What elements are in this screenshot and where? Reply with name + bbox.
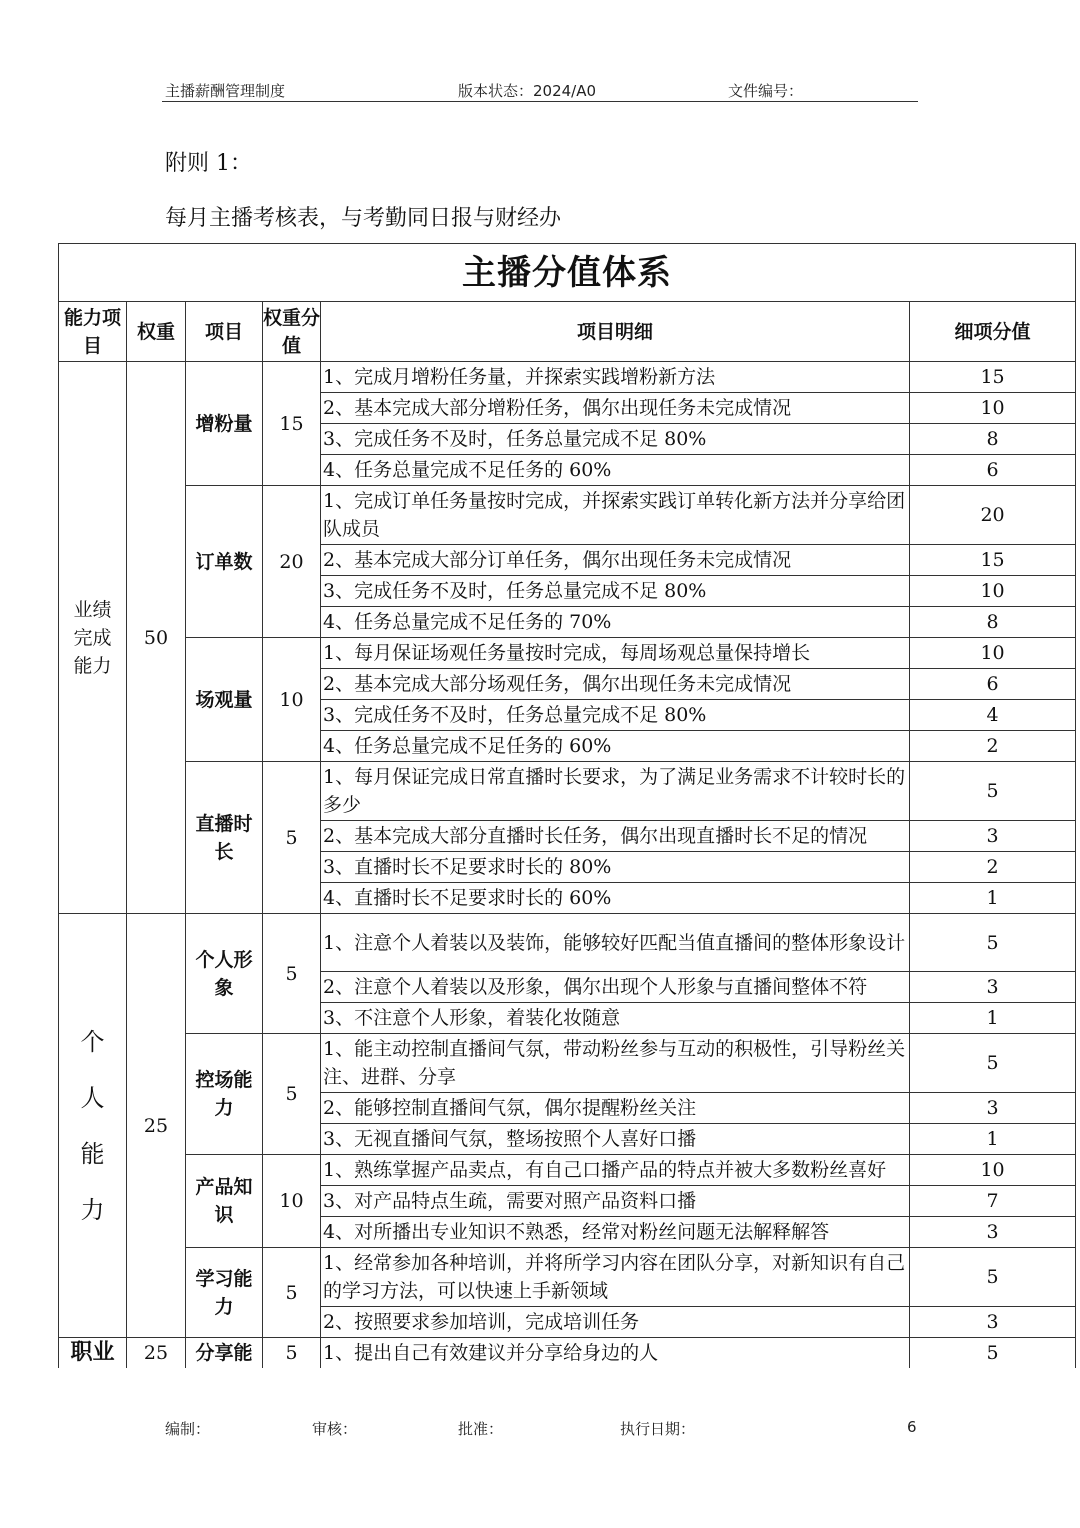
score-cell: 5 [910,1034,1076,1093]
item-weight-cell: 5 [263,1034,321,1155]
score-cell: 15 [910,362,1076,393]
item-weight-cell: 5 [263,1248,321,1338]
detail-cell: 3、完成任务不及时，任务总量完成不足 80% [321,576,910,607]
footer-approved: 批准： [458,1420,504,1438]
score-cell: 1 [910,883,1076,914]
detail-cell: 1、提出自己有效建议并分享给身边的人 [321,1338,910,1369]
detail-cell: 2、基本完成大部分直播时长任务，偶尔出现直播时长不足的情况 [321,821,910,852]
ability-cell: 业绩完成能力 [59,362,127,914]
detail-cell: 2、能够控制直播间气氛，偶尔提醒粉丝关注 [321,1093,910,1124]
score-cell: 1 [910,1124,1076,1155]
score-cell: 6 [910,669,1076,700]
score-cell: 8 [910,424,1076,455]
item-name-cell: 产品知识 [186,1155,263,1248]
footer-compiled: 编制： [165,1420,211,1438]
header-score: 细项分值 [910,302,1076,362]
score-cell: 10 [910,393,1076,424]
detail-cell: 3、完成任务不及时，任务总量完成不足 80% [321,424,910,455]
detail-cell: 1、注意个人着装以及装饰，能够较好匹配当值直播间的整体形象设计 [321,914,910,972]
item-name-cell: 场观量 [186,638,263,762]
table-row [59,486,1076,545]
item-name-cell: 增粉量 [186,362,263,486]
table-row [59,1248,1076,1307]
item-name-cell: 分享能 [186,1338,263,1369]
table-row [59,762,1076,821]
score-table-wrapper [58,243,1076,1368]
table-row [59,638,1076,669]
detail-cell: 1、完成订单任务量按时完成，并探索实践订单转化新方法并分享给团队成员 [321,486,910,545]
table-title: 主播分值体系 [59,244,1076,302]
table-row [59,1155,1076,1186]
item-name-cell: 直播时长 [186,762,263,914]
detail-cell: 4、任务总量完成不足任务的 70% [321,607,910,638]
score-cell: 10 [910,576,1076,607]
annex-title: 附则 1： [165,151,252,176]
detail-cell: 4、对所播出专业知识不熟悉，经常对粉丝问题无法解释解答 [321,1217,910,1248]
detail-cell: 3、完成任务不及时，任务总量完成不足 80% [321,700,910,731]
intro-text: 每月主播考核表，与考勤同日报与财经办 [165,206,562,231]
detail-cell: 4、任务总量完成不足任务的 60% [321,455,910,486]
score-cell: 3 [910,1307,1076,1338]
detail-cell: 3、对产品特点生疏，需要对照产品资料口播 [321,1186,910,1217]
header-divider [162,101,918,102]
detail-cell: 3、不注意个人形象，着装化妆随意 [321,1003,910,1034]
detail-cell: 4、直播时长不足要求时长的 60% [321,883,910,914]
score-cell: 5 [910,914,1076,972]
detail-cell: 1、熟练掌握产品卖点，有自己口播产品的特点并被大多数粉丝喜好 [321,1155,910,1186]
item-weight-cell: 5 [263,1338,321,1369]
detail-cell: 2、基本完成大部分订单任务，偶尔出现任务未完成情况 [321,545,910,576]
detail-cell: 1、完成月增粉任务量，并探索实践增粉新方法 [321,362,910,393]
score-cell: 1 [910,1003,1076,1034]
ability-weight-cell: 50 [127,362,186,914]
item-name-cell: 学习能力 [186,1248,263,1338]
item-weight-cell: 5 [263,914,321,1034]
score-cell: 2 [910,731,1076,762]
header-item-weight: 权重分值 [263,302,321,362]
ability-cell: 职业 [59,1338,127,1369]
header-file-no: 文件编号： [728,82,804,100]
footer-page-number: 6 [907,1418,917,1436]
item-name-cell: 个人形象 [186,914,263,1034]
item-weight-cell: 20 [263,486,321,638]
detail-cell: 2、按照要求参加培训，完成培训任务 [321,1307,910,1338]
footer-exec-date: 执行日期： [620,1420,696,1438]
item-name-cell: 订单数 [186,486,263,638]
table-row [59,1034,1076,1093]
header-ability: 能力项目 [59,302,127,362]
table-row [59,914,1076,972]
detail-cell: 1、能主动控制直播间气氛，带动粉丝参与互动的积极性，引导粉丝关注、进群、分享 [321,1034,910,1093]
score-cell: 3 [910,1217,1076,1248]
score-cell: 3 [910,1093,1076,1124]
score-cell: 5 [910,1338,1076,1369]
detail-cell: 3、无视直播间气氛，整场按照个人喜好口播 [321,1124,910,1155]
score-cell: 4 [910,700,1076,731]
detail-cell: 1、每月保证完成日常直播时长要求，为了满足业务需求不计较时长的多少 [321,762,910,821]
score-table [58,243,1076,1368]
item-name-cell: 控场能力 [186,1034,263,1155]
score-cell: 7 [910,1186,1076,1217]
table-row [59,1338,1076,1369]
score-cell: 3 [910,821,1076,852]
score-cell: 10 [910,638,1076,669]
header-version: 版本状态：2024/A0 [458,82,597,100]
score-cell: 20 [910,486,1076,545]
score-cell: 10 [910,1155,1076,1186]
detail-cell: 2、基本完成大部分场观任务，偶尔出现任务未完成情况 [321,669,910,700]
detail-cell: 1、经常参加各种培训，并将所学习内容在团队分享，对新知识有自己的学习方法，可以快速上手新领域 [321,1248,910,1307]
header-doc-name: 主播薪酬管理制度 [165,82,286,100]
score-cell: 3 [910,972,1076,1003]
item-weight-cell: 10 [263,1155,321,1248]
footer-reviewed: 审核： [312,1420,358,1438]
item-weight-cell: 10 [263,638,321,762]
score-cell: 2 [910,852,1076,883]
header-item: 项目 [186,302,263,362]
score-cell: 8 [910,607,1076,638]
detail-cell: 2、基本完成大部分增粉任务，偶尔出现任务未完成情况 [321,393,910,424]
ability-cell: 个人能力 [59,914,127,1338]
item-weight-cell: 15 [263,362,321,486]
score-cell: 5 [910,1248,1076,1307]
header-detail: 项目明细 [321,302,910,362]
ability-weight-cell: 25 [127,914,186,1338]
item-weight-cell: 5 [263,762,321,914]
detail-cell: 2、注意个人着装以及形象，偶尔出现个人形象与直播间整体不符 [321,972,910,1003]
ability-weight-cell: 25 [127,1338,186,1369]
table-row [59,362,1076,393]
score-cell: 15 [910,545,1076,576]
score-cell: 5 [910,762,1076,821]
score-cell: 6 [910,455,1076,486]
header-weight: 权重 [127,302,186,362]
detail-cell: 1、每月保证场观任务量按时完成，每周场观总量保持增长 [321,638,910,669]
detail-cell: 4、任务总量完成不足任务的 60% [321,731,910,762]
detail-cell: 3、直播时长不足要求时长的 80% [321,852,910,883]
